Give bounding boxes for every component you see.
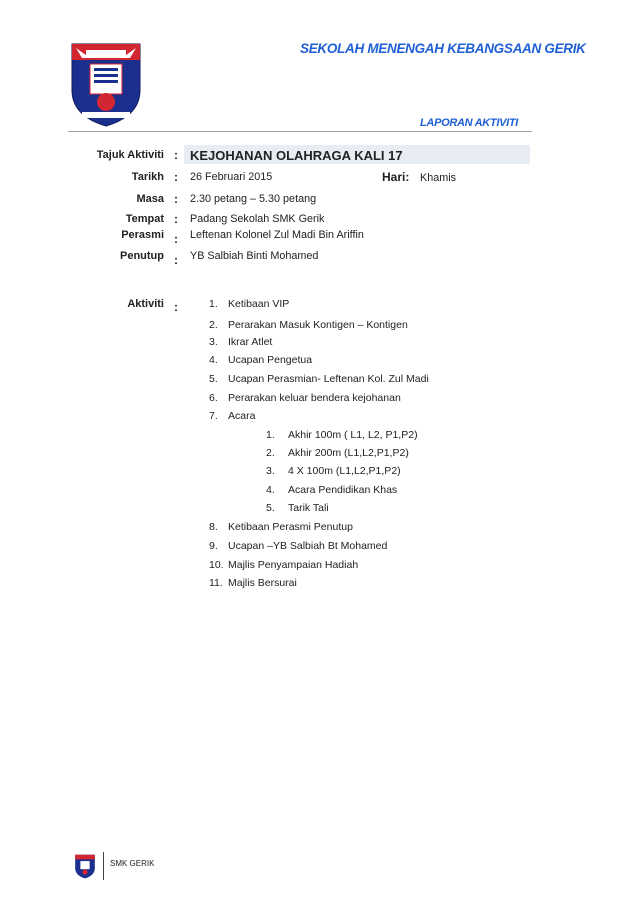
list-item: 7. Acara [209, 410, 256, 422]
colon: : [174, 148, 178, 162]
footer-divider [103, 852, 104, 880]
event-item: 3. 4 X 100m (L1,L2,P1,P2) [266, 465, 401, 477]
tarikh-value: 26 Februari 2015 [190, 171, 273, 183]
tempat-label: Tempat [125, 213, 164, 225]
tajuk-value: KEJOHANAN OLAHRAGA KALI 17 [190, 148, 403, 163]
masa-value: 2.30 petang – 5.30 petang [190, 193, 317, 205]
list-item: 8. Ketibaan Perasmi Penutup [209, 521, 353, 533]
colon: : [174, 232, 178, 246]
penutup-label: Penutup [120, 250, 164, 262]
tajuk-label: Tajuk Aktiviti [96, 149, 164, 161]
colon: : [174, 253, 178, 267]
school-name: SEKOLAH MENENGAH KEBANGSAAN GERIK [300, 41, 586, 56]
header-divider [68, 131, 532, 132]
event-item: 4. Acara Pendidikan Khas [266, 484, 398, 496]
list-item: 5. Ucapan Perasmian- Leftenan Kol. Zul Madi [209, 373, 429, 385]
list-item: 9. Ucapan –YB Salbiah Bt Mohamed [209, 540, 388, 552]
school-crest-logo [68, 38, 144, 128]
tempat-value: Padang Sekolah SMK Gerik [190, 213, 325, 225]
list-item: 4. Ucapan Pengetua [209, 354, 313, 366]
event-item: 5. Tarik Tali [266, 502, 329, 514]
list-item: 3. Ikrar Atlet [209, 336, 273, 348]
list-item: 1. Ketibaan VIP [209, 298, 290, 310]
hari-value: Khamis [420, 172, 457, 184]
list-item: 2. Perarakan Masuk Kontigen – Kontigen [209, 319, 408, 331]
colon: : [174, 192, 178, 206]
colon: : [174, 212, 178, 226]
aktiviti-label: Aktiviti [127, 298, 164, 310]
list-item: 6. Perarakan keluar bendera kejohanan [209, 392, 401, 404]
masa-label: Masa [136, 193, 164, 205]
footer-school-name: SMK GERIK [110, 859, 155, 868]
perasmi-label: Perasmi [121, 229, 164, 241]
hari-label: Hari: [382, 170, 410, 184]
report-title: LAPORAN AKTIVITI [420, 117, 519, 129]
list-item: 10. Majlis Penyampaian Hadiah [209, 559, 359, 571]
event-item: 2. Akhir 200m (L1,L2,P1,P2) [266, 447, 409, 459]
footer-crest-logo [74, 853, 96, 879]
colon: : [174, 170, 178, 184]
perasmi-value: Leftenan Kolonel Zul Madi Bin Ariffin [190, 229, 364, 241]
colon: : [174, 300, 178, 314]
event-item: 1. Akhir 100m ( L1, L2, P1,P2) [266, 429, 418, 441]
list-item: 11. Majlis Bersurai [209, 577, 297, 589]
tarikh-label: Tarikh [131, 171, 164, 183]
penutup-value: YB Salbiah Binti Mohamed [190, 250, 319, 262]
